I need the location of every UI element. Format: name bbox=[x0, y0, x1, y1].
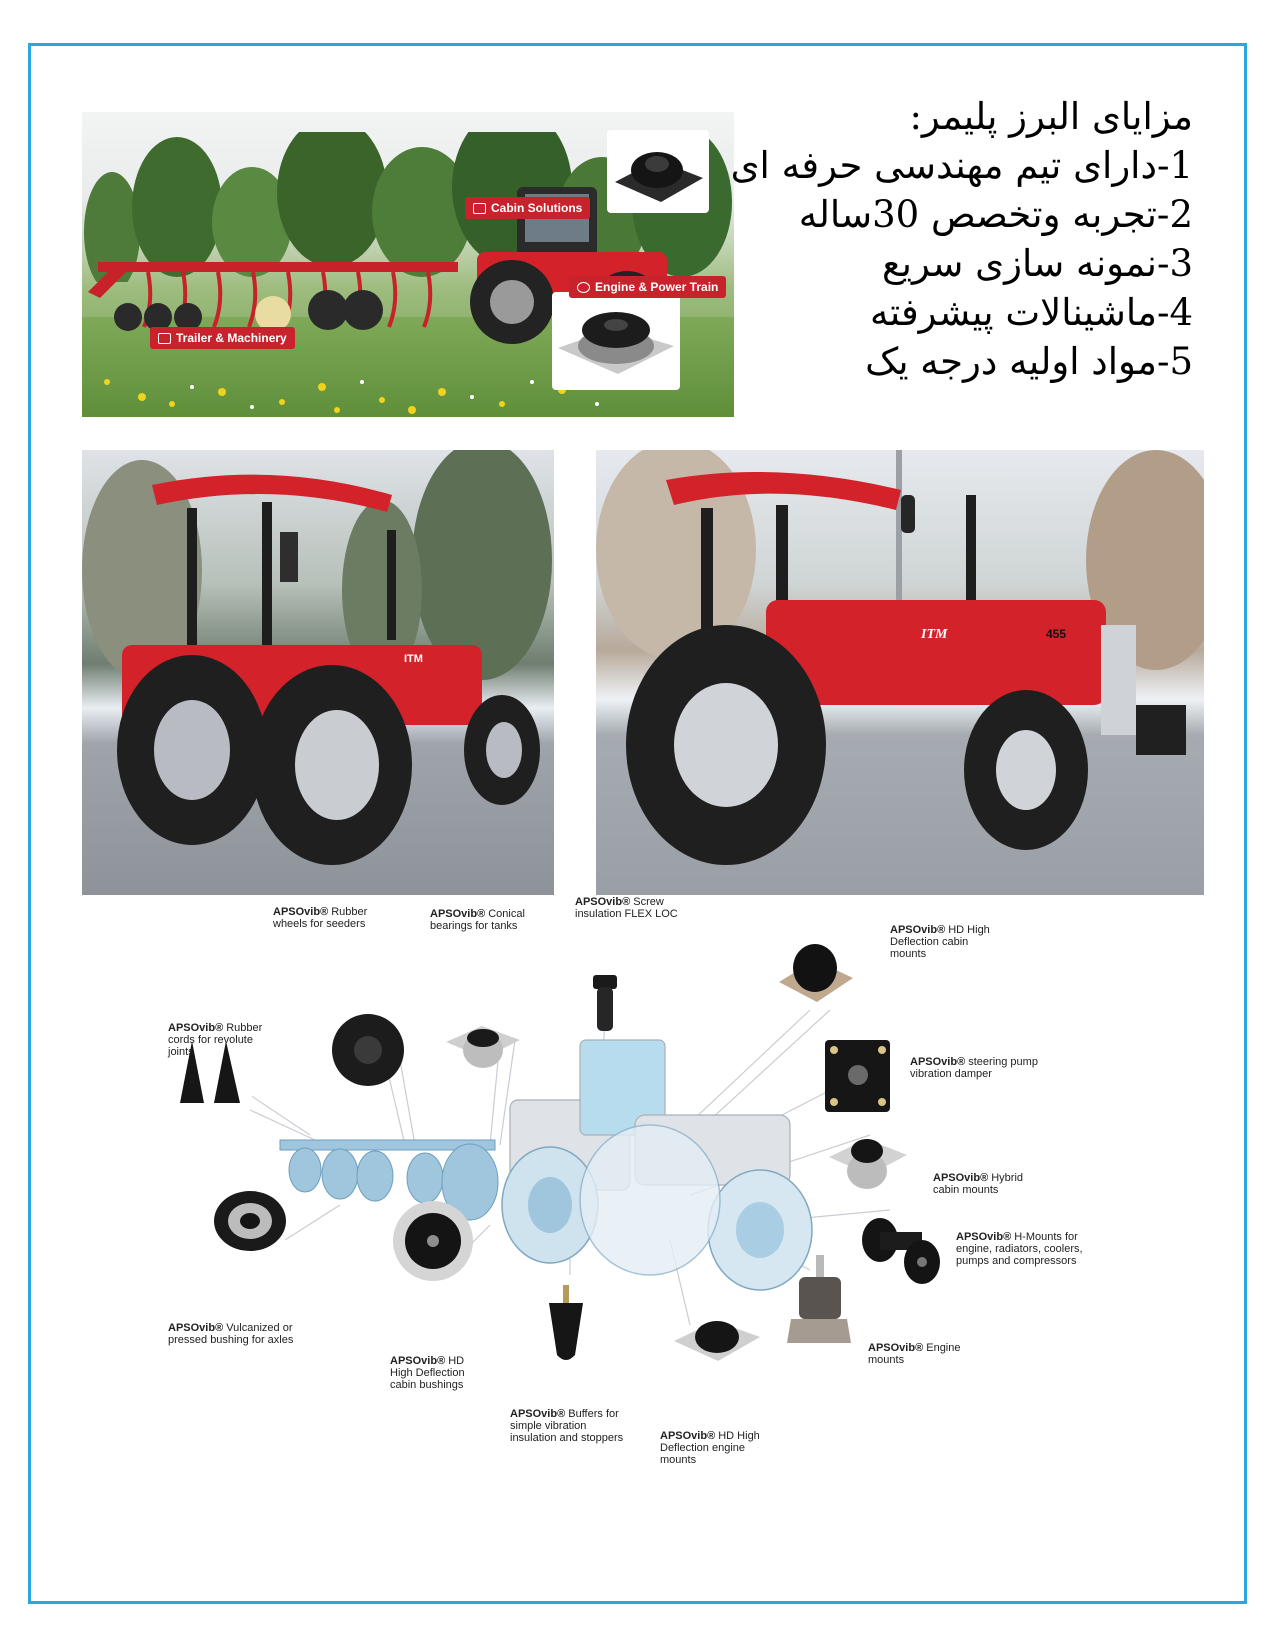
callout-conical-bearings: APSOvib® Conical bearings for tanks bbox=[430, 908, 525, 932]
cabin-solutions-label: Cabin Solutions bbox=[465, 197, 590, 219]
hd-cabin-mount-image bbox=[775, 930, 855, 1012]
advantage-item: 4-ماشینالات پیشرفته bbox=[869, 291, 1193, 334]
h-mount-image bbox=[858, 1210, 943, 1288]
apsovib-diagram bbox=[168, 896, 1150, 1490]
callout-hd-cabin-bushings: APSOvib® HD High Deflection cabin bushings bbox=[390, 1355, 465, 1391]
engine-mount-image bbox=[785, 1255, 855, 1350]
steering-damper-image bbox=[820, 1030, 895, 1120]
buffer-image bbox=[545, 1285, 587, 1365]
callout-steering-damper: APSOvib® steering pump vibration damper bbox=[910, 1056, 1038, 1080]
trailer-icon bbox=[158, 333, 171, 344]
harrow-implement bbox=[88, 232, 478, 342]
engine-icon bbox=[577, 282, 590, 293]
callout-buffers: APSOvib® Buffers for simple vibration insulation and stoppers bbox=[510, 1408, 624, 1444]
advantages-heading: مزایای البرز پلیمر: bbox=[909, 95, 1193, 138]
screw-insulation-image bbox=[590, 975, 620, 1035]
tractor-photo-rear bbox=[82, 450, 554, 895]
callout-h-mounts: APSOvib® H-Mounts for engine, radiators, coolers, pumps and compressors bbox=[956, 1231, 1083, 1267]
tractor-badge: ITM bbox=[921, 627, 948, 642]
engine-mount-card bbox=[552, 292, 680, 390]
tractor-badge: ITM bbox=[404, 653, 423, 665]
callout-axle-bushing: APSOvib® Vulcanized or pressed bushing for axles bbox=[168, 1322, 294, 1346]
tractor-model: 455 bbox=[1046, 627, 1067, 641]
callout-rubber-cords: APSOvib® Rubber cords for revolute joints bbox=[168, 1022, 263, 1058]
engine-mount-image bbox=[552, 292, 680, 390]
callout-screw-insulation: APSOvib® Screw insulation FLEX LOC bbox=[575, 896, 678, 920]
callout-hd-engine-mounts: APSOvib® HD High Deflection engine mounts bbox=[660, 1430, 760, 1466]
callout-rubber-wheels: APSOvib® Rubber wheels for seeders bbox=[273, 906, 368, 930]
cabin-mount-image bbox=[607, 130, 709, 213]
tractor-wireframe bbox=[170, 930, 1150, 1490]
hybrid-cabin-mount-image bbox=[825, 1123, 910, 1198]
advantage-item: 1-دارای تیم مهندسی حرفه ای bbox=[730, 144, 1193, 187]
advantages-list bbox=[730, 92, 1193, 386]
trailer-machinery-label: Trailer & Machinery bbox=[150, 327, 295, 349]
callout-hd-cabin-mounts: APSOvib® HD High Deflection cabin mounts bbox=[890, 924, 990, 960]
rubber-wheel-image bbox=[328, 1010, 408, 1090]
callout-engine-mounts: APSOvib® Engine mounts bbox=[868, 1342, 961, 1366]
advantage-item: 2-تجربه وتخصص 30ساله bbox=[798, 193, 1193, 236]
tractor-rear-illustration bbox=[82, 450, 554, 895]
banner-photo bbox=[82, 112, 734, 417]
engine-power-train-label: Engine & Power Train bbox=[569, 276, 726, 298]
tractor-photo-side bbox=[596, 450, 1204, 895]
cabin-icon bbox=[473, 203, 486, 214]
hd-cabin-bushing-image bbox=[388, 1195, 478, 1287]
advantage-item: 3-نمونه سازی سریع bbox=[881, 242, 1193, 285]
advantage-item: 5-مواد اولیه درجه یک bbox=[865, 340, 1193, 383]
cabin-mount-card bbox=[607, 130, 709, 213]
hd-engine-mount-image bbox=[670, 1305, 765, 1375]
callout-hybrid-cabin: APSOvib® Hybrid cabin mounts bbox=[933, 1172, 1024, 1196]
axle-bushing-image bbox=[210, 1185, 290, 1257]
conical-bearing-image bbox=[442, 1012, 524, 1084]
tractor-side-illustration bbox=[596, 450, 1204, 895]
